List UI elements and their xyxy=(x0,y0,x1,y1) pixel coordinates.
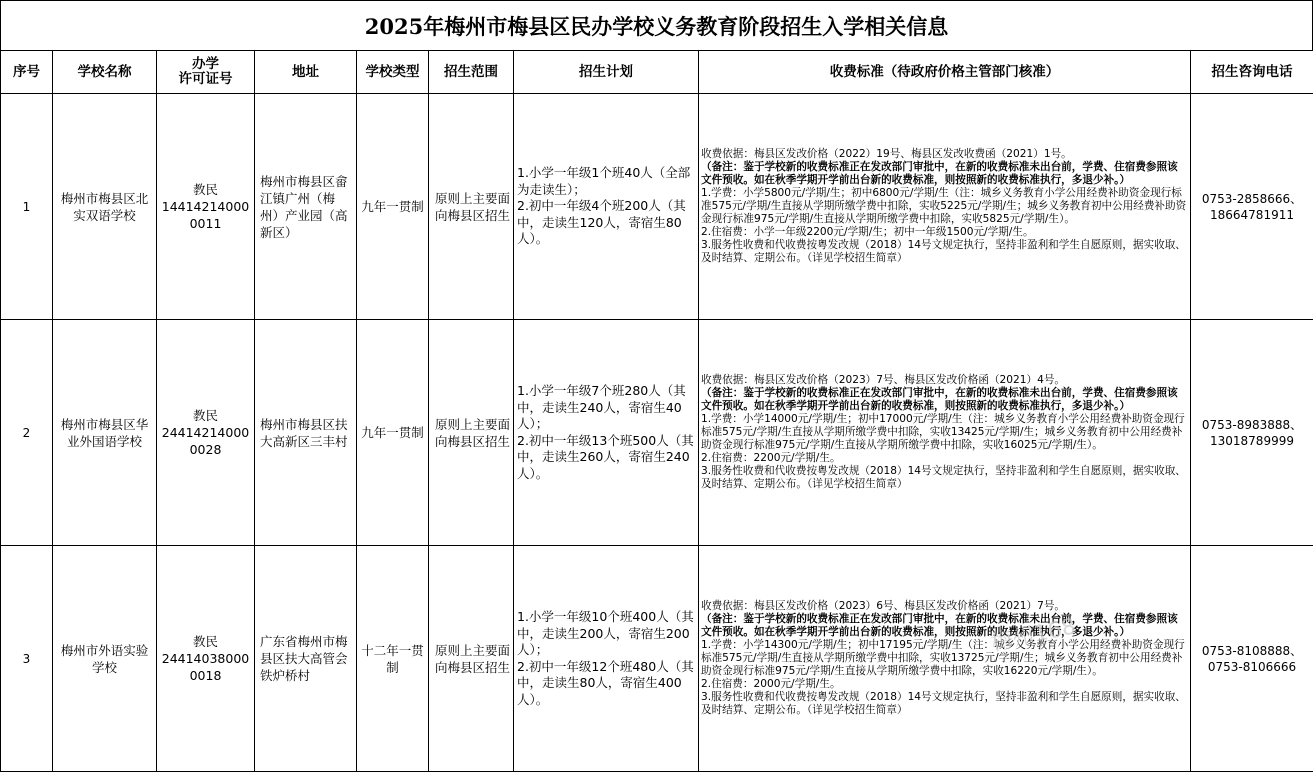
fee-boarding: 2.住宿费：小学一年级2200元/学期/生；初中一年级1500元/学期/生。 xyxy=(701,226,1034,238)
enrollment-plan xyxy=(514,320,699,546)
fee-service: 3.服务性收费和代收费按粤发改规（2018）14号文规定执行，坚持非盈利和学生自愿原则，据实收取、及时结算、定期公布。（详见学校招生简章） xyxy=(701,691,1186,716)
header-license xyxy=(157,51,255,94)
enrollment-plan xyxy=(514,94,699,320)
fee-service: 3.服务性收费和代收费按粤发改规（2018）14号文规定执行，坚持非盈利和学生自愿原则，据实收取、及时结算、定期公布。（详见学校招生简章） xyxy=(701,465,1186,490)
enrollment-range: 原则上主要面向梅县区招生 xyxy=(429,320,514,546)
phone-1: 0753-2858666、 xyxy=(1201,191,1303,206)
fee-standard xyxy=(699,546,1191,772)
enrollment-plan xyxy=(514,546,699,772)
phone-1: 0753-8108888、 xyxy=(1201,643,1303,658)
fee-note: （备注：鉴于学校新的收费标准正在发改部门审批中，在新的收费标准未出台前，学费、住宿费参照该文件预收。如在秋季学期开学前出台新的收费标准，则按照新的收费标准执行，多退少补。） xyxy=(701,387,1178,412)
phone-1: 0753-8983888、 xyxy=(1201,417,1303,432)
fee-note: （备注：鉴于学校新的收费标准正在发改部门审批中，在新的收费标准未出台前，学费、住宿费参照该文件预收。如在秋季学期开学前出台新的收费标准，则按照新的收费标准执行，多退少补。） xyxy=(701,613,1178,638)
fee-boarding: 2.住宿费：2000元/学期/生。 xyxy=(701,678,841,690)
table-row xyxy=(1,546,1313,772)
fee-standard xyxy=(699,320,1191,546)
consult-phone xyxy=(1191,94,1313,320)
school-address: 梅州市梅县区畲江镇广州（梅州）产业园（高新区） xyxy=(255,94,357,320)
header-license-line2: 许可证号 xyxy=(178,71,233,87)
fee-service: 3.服务性收费和代收费按粤发改规（2018）14号文规定执行，坚持非盈利和学生自愿原则，据实收取、及时结算、定期公布。（详见学校招生简章） xyxy=(701,239,1186,264)
fee-basis: 收费依据：梅县区发改价格（2023）6号、梅县区发改价格函（2021）7号。 xyxy=(701,600,1066,612)
header-range: 招生范围 xyxy=(429,51,514,94)
phone-2: 0753-8106666 xyxy=(1207,659,1297,674)
table-row xyxy=(1,320,1313,546)
header-no: 序号 xyxy=(1,51,53,94)
enrollment-table xyxy=(0,50,1313,772)
header-school-type: 学校类型 xyxy=(357,51,429,94)
fee-note: （备注：鉴于学校新的收费标准正在发改部门审批中，在新的收费标准未出台前，学费、住宿费参照该文件预收。如在秋季学期开学前出台新的收费标准，则按照新的收费标准执行，多退少补。） xyxy=(701,161,1178,186)
license-prefix: 教民 xyxy=(192,182,218,197)
enrollment-range: 原则上主要面向梅县区招生 xyxy=(429,94,514,320)
enrollment-range: 原则上主要面向梅县区招生 xyxy=(429,546,514,772)
page-title: 2025年梅州市梅县区民办学校义务教育阶段招生入学相关信息 xyxy=(0,0,1313,50)
school-name: 梅州市梅县区华业外国语学校 xyxy=(53,320,157,546)
plan-primary: 1.小学一年级1个班40人（全部为走读生）； xyxy=(517,165,691,197)
watermark: 梅州168 xyxy=(988,614,1079,657)
plan-junior: 2.初中一年级12个班480人（其中，走读生80人，寄宿生400人）。 xyxy=(517,658,694,707)
row-no: 2 xyxy=(1,320,53,546)
fee-standard xyxy=(699,94,1191,320)
license-prefix: 教民 xyxy=(192,408,218,423)
school-name: 梅州市外语实验学校 xyxy=(53,546,157,772)
school-address: 梅州市梅县区扶大高新区三丰村 xyxy=(255,320,357,546)
school-name: 梅州市梅县区北实双语学校 xyxy=(53,94,157,320)
header-plan: 招生计划 xyxy=(514,51,699,94)
license-number: 144142140000011 xyxy=(161,199,250,231)
plan-junior: 2.初中一年级4个班200人（其中，走读生120人，寄宿生80人）。 xyxy=(517,198,686,247)
phone-2: 18664781911 xyxy=(1210,207,1294,222)
phone-2: 13018789999 xyxy=(1210,433,1294,448)
license-number: 244140380000018 xyxy=(161,651,250,683)
header-school-name: 学校名称 xyxy=(53,51,157,94)
fee-boarding: 2.住宿费：2200元/学期/生。 xyxy=(701,452,841,464)
school-type: 十二年一贯制 xyxy=(357,546,429,772)
plan-primary: 1.小学一年级7个班280人（其中，走读生240人，寄宿生40人）； xyxy=(517,383,686,431)
license-number: 244142140000028 xyxy=(161,425,250,457)
plan-primary: 1.小学一年级10个班400人（其中，走读生200人，寄宿生200人）； xyxy=(517,609,694,657)
fee-tuition: 1.学费：小学14000元/学期/生；初中17000元/学期/生（注：城乡义务教育小学公用经费补助资金现行标准575元/学期/生直接从学期所缴学费中扣除，实收13425元/学期/生；城乡义务教育初中公用经费补助资金现行标准975元/学期/生直接从学期所缴学费中扣除，实收16025元/学期/生）。 xyxy=(701,413,1185,451)
fee-tuition: 1.学费：小学5800元/学期/生；初中6800元/学期/生（注：城乡义务教育小学公用经费补助资金现行标准575元/学期/生直接从学期所缴学费中扣除，实收5225元/学期/生；城乡义务教育初中公用经费补助资金现行标准975元/学期/生直接从学期所缴学费中扣除，实收5825元/学期/生）。 xyxy=(701,187,1187,225)
fee-basis: 收费依据：梅县区发改价格（2022）19号、梅县区发改收费函（2021）1号。 xyxy=(701,148,1072,160)
header-license-line1: 办学 xyxy=(192,56,219,72)
fee-basis: 收费依据：梅县区发改价格（2023）7号、梅县区发改价格函（2021）4号。 xyxy=(701,374,1066,386)
consult-phone xyxy=(1191,546,1313,772)
license-cell xyxy=(157,94,255,320)
school-address: 广东省梅州市梅县区扶大高管会铁炉桥村 xyxy=(255,546,357,772)
fee-tuition: 1.学费：小学14300元/学期/生；初中17195元/学期/生（注：城乡义务教育小学公用经费补助资金现行标准575元/学期/生直接从学期所缴学费中扣除，实收13725元/学期/生；城乡义务教育初中公用经费补助资金现行标准975元/学期/生直接从学期所缴学费中扣除，实收16220元/学期/生）。 xyxy=(701,639,1185,677)
license-prefix: 教民 xyxy=(192,634,218,649)
header-address: 地址 xyxy=(255,51,357,94)
row-no: 1 xyxy=(1,94,53,320)
school-type: 九年一贯制 xyxy=(357,94,429,320)
header-phone: 招生咨询电话 xyxy=(1191,51,1313,94)
license-cell xyxy=(157,320,255,546)
header-fee: 收费标准（待政府价格主管部门核准） xyxy=(699,51,1191,94)
school-type: 九年一贯制 xyxy=(357,320,429,546)
license-cell xyxy=(157,546,255,772)
table-header-row xyxy=(1,51,1313,94)
row-no: 3 xyxy=(1,546,53,772)
plan-junior: 2.初中一年级13个班500人（其中，走读生260人，寄宿生240人）。 xyxy=(517,432,694,481)
consult-phone xyxy=(1191,320,1313,546)
table-row xyxy=(1,94,1313,320)
